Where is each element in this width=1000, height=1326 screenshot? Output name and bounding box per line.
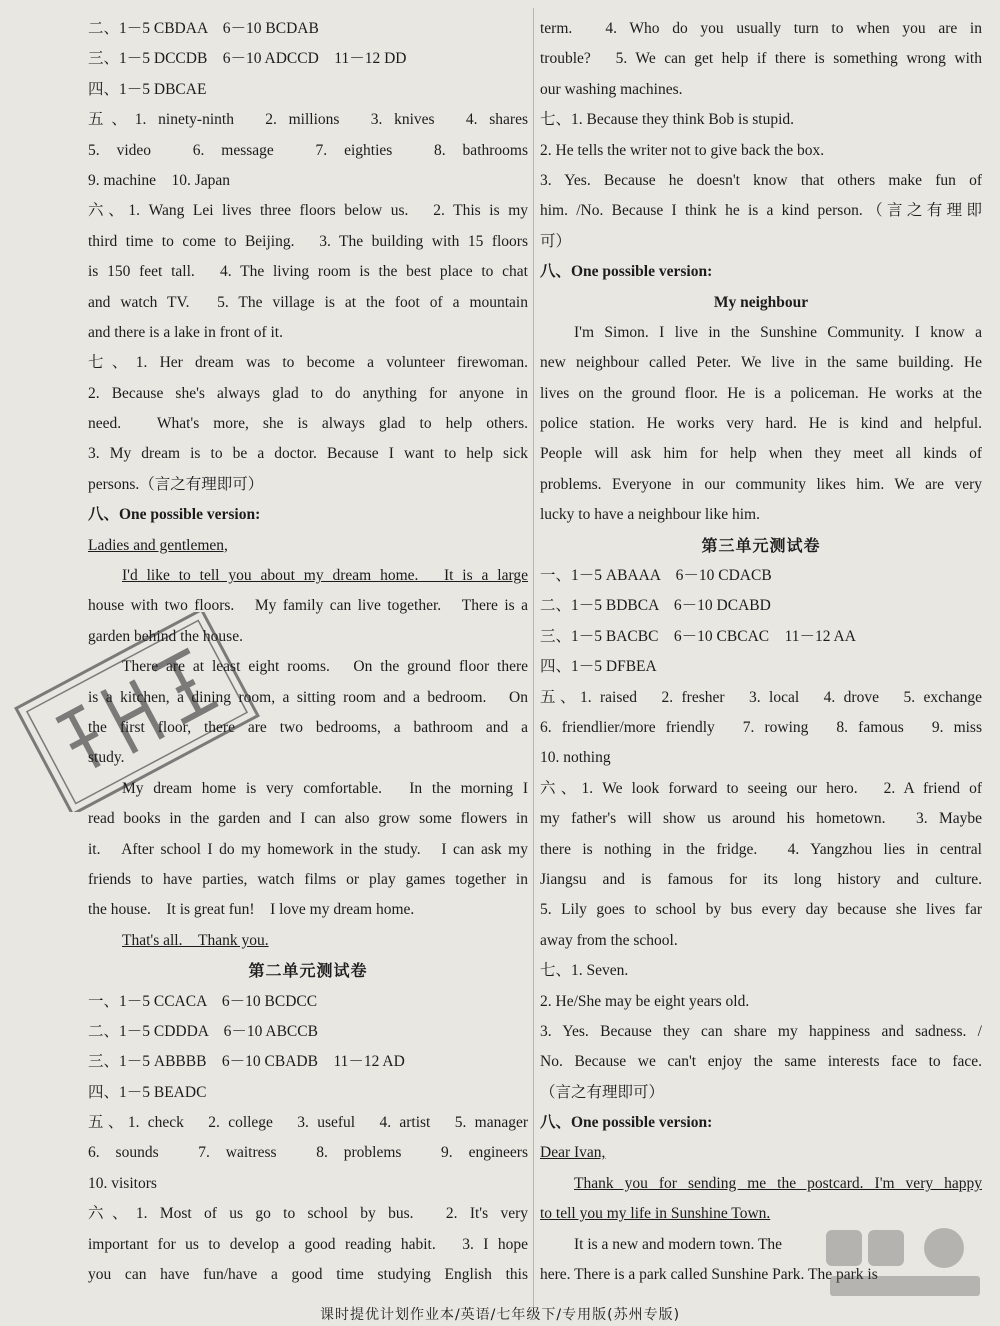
text-line: and there is a lake in front of it. xyxy=(88,323,283,341)
text-line: him. /No. Because I think he is a kind person.（言之有理即 xyxy=(540,202,982,220)
text-line: lives on the ground floor. He is a policeman. He works at the xyxy=(540,384,982,402)
section-heading: 第二单元测试卷 xyxy=(248,961,368,981)
text-line: house with two floors. My family can live together. There is a xyxy=(88,597,528,615)
text-line: new neighbour called Peter. We live in the same building. He xyxy=(540,354,982,372)
text-line: Dear Ivan, xyxy=(540,1144,606,1162)
text-line: Ladies and gentlemen, xyxy=(88,536,228,554)
text-line: 五、1. raised 2. fresher 3. local 4. drove 5. exchange xyxy=(540,688,982,706)
section-heading: 第三单元测试卷 xyxy=(701,535,821,555)
text-line: 六、1. We look forward to seeing our hero. 2. A friend of xyxy=(540,779,982,797)
text-line: my father's will show us around his hometown. 3. Maybe xyxy=(540,810,982,828)
text-line: 3. Yes. Because he doesn't know that others make fun of xyxy=(540,171,982,189)
text-line: problems. Everyone in our community likes him. We are very xyxy=(540,475,982,493)
seal-stamp xyxy=(2,612,272,812)
text-line: 二、1－5 CDDDA 6－10 ABCCB xyxy=(88,1022,318,1040)
right-column xyxy=(540,14,982,1290)
section-label: 八、One possible version: xyxy=(540,1114,713,1132)
text-line: 5. Lily goes to school by bus every day because she lives far xyxy=(540,901,982,919)
text-line: friends to have parties, watch films or play games together in xyxy=(88,870,528,888)
text-line: 2. He/She may be eight years old. xyxy=(540,992,750,1010)
text-line: I'm Simon. I live in the Sunshine Community. I know a xyxy=(574,323,982,341)
text-line: 可） xyxy=(540,232,572,250)
text-line: garden behind the house. xyxy=(88,627,243,645)
text-line: you can have fun/have a good time studying English this xyxy=(88,1266,528,1284)
text-line: trouble? 5. We can get help if there is something wrong with xyxy=(540,50,982,68)
text-line: 2. He tells the writer not to give back the box. xyxy=(540,141,825,159)
text-line: police station. He works very hard. He is kind and helpful. xyxy=(540,415,982,433)
text-line: 四、1－5 DFBEA xyxy=(540,658,657,676)
text-line: 一、1－5 ABAAA 6－10 CDACB xyxy=(540,567,772,585)
text-line: the first floor, there are two bedrooms, a bathroom and a xyxy=(88,718,528,736)
text-line: Thank you for sending me the postcard. I'm very happy xyxy=(574,1174,982,1192)
text-line: 6. friendlier/more friendly 7. rowing 8. famous 9. miss xyxy=(540,718,982,736)
text-line: study. xyxy=(88,749,125,767)
text-line: 3. Yes. Because they can share my happiness and sadness. / xyxy=(540,1022,982,1040)
text-line: 三、1－5 BACBC 6－10 CBCAC 11－12 AA xyxy=(540,627,856,645)
text-line: third time to come to Beijing. 3. The building with 15 floors xyxy=(88,232,528,250)
text-line: 9. machine 10. Japan xyxy=(88,171,231,189)
text-line: persons.（言之有理即可） xyxy=(88,475,264,493)
text-line: That's all. Thank you. xyxy=(122,931,269,949)
text-line: read books in the garden and I can also grow some flowers in xyxy=(88,810,528,828)
text-line: and watch TV. 5. The village is at the foot of a mountain xyxy=(88,293,528,311)
column-divider xyxy=(533,8,534,1308)
text-line: 五、1. check 2. college 3. useful 4. artist 5. manager xyxy=(88,1114,528,1132)
text-line: to tell you my life in Sunshine Town. xyxy=(540,1205,771,1223)
text-line: Jiangsu and is famous for its long history and culture. xyxy=(540,870,982,888)
text-line: I'd like to tell you about my dream home. It is a large xyxy=(122,567,528,585)
text-line: lucky to have a neighbour like him. xyxy=(540,506,760,524)
text-line: 三、1－5 ABBBB 6－10 CBADB 11－12 AD xyxy=(88,1053,405,1071)
text-line: 10. nothing xyxy=(540,749,611,767)
text-line: People will ask him for help when they meet all kinds of xyxy=(540,445,982,463)
text-line: term. 4. Who do you usually turn to when you are in xyxy=(540,20,982,37)
text-line: 6. sounds 7. waitress 8. problems 9. engineers xyxy=(88,1144,528,1162)
text-line: the house. It is great fun! I love my dream home. xyxy=(88,901,415,919)
text-line: My dream home is very comfortable. In the morning I xyxy=(122,779,528,797)
page-footer: 课时提优计划作业本/英语/七年级下/专用版(苏州专版) xyxy=(319,1307,681,1323)
section-label: 八、One possible version: xyxy=(88,506,261,524)
text-line: need. What's more, she is always glad to help others. xyxy=(88,415,528,433)
text-line: 三、1－5 DCCDB 6－10 ADCCD 11－12 DD xyxy=(88,50,407,68)
text-line: There are at least eight rooms. On the ground floor there xyxy=(122,658,528,676)
text-line: 七、1. Her dream was to become a volunteer firewoman. xyxy=(88,354,528,372)
text-line: is a kitchen, a dining room, a sitting room and a bedroom. On xyxy=(88,688,528,706)
text-line: 五、1. ninety-ninth 2. millions 3. knives 4. shares xyxy=(88,111,528,129)
text-line: 5. video 6. message 7. eighties 8. bathrooms xyxy=(88,141,528,159)
section-label: 八、One possible version: xyxy=(540,263,713,281)
text-line: 七、1. Because they think Bob is stupid. xyxy=(540,111,795,129)
text-line: It is a new and modern town. The xyxy=(574,1235,783,1253)
text-line: 一、1－5 CCACA 6－10 BCDCC xyxy=(88,992,318,1010)
text-line: is 150 feet tall. 4. The living room is the best place to chat xyxy=(88,263,528,281)
text-line: here. There is a park called Sunshine Park. The park is xyxy=(540,1266,878,1284)
text-line: there is nothing in the fridge. 4. Yangzhou lies in central xyxy=(540,840,982,858)
text-line: 四、1－5 BEADC xyxy=(88,1083,207,1101)
essay-title: My neighbour xyxy=(713,293,809,311)
text-line: 七、1. Seven. xyxy=(540,962,629,980)
text-line: 3. My dream is to be a doctor. Because I want to help sick xyxy=(88,445,528,463)
text-line: away from the school. xyxy=(540,931,678,949)
text-line: our washing machines. xyxy=(540,80,683,98)
text-line: 六、1. Wang Lei lives three floors below us. 2. This is my xyxy=(88,202,528,220)
text-line: 六、1. Most of us go to school by bus. 2. It's very xyxy=(88,1205,528,1223)
text-line: 四、1－5 DBCAE xyxy=(88,80,207,98)
text-line: it. After school I do my homework in the study. I can ask my xyxy=(88,840,528,858)
text-line: 二、1－5 CBDAA 6－10 BCDAB xyxy=(88,20,319,37)
text-line: important for us to develop a good reading habit. 3. I hope xyxy=(88,1235,528,1253)
watermark-logo xyxy=(816,1224,996,1304)
text-line: 二、1－5 BDBCA 6－10 DCABD xyxy=(540,597,771,615)
text-line: 10. visitors xyxy=(88,1174,157,1192)
text-line: 2. Because she's always glad to do anything for anyone in xyxy=(88,384,528,402)
text-line: （言之有理即可） xyxy=(540,1083,665,1101)
text-line: No. Because we can't enjoy the same interests face to face. xyxy=(540,1053,982,1071)
